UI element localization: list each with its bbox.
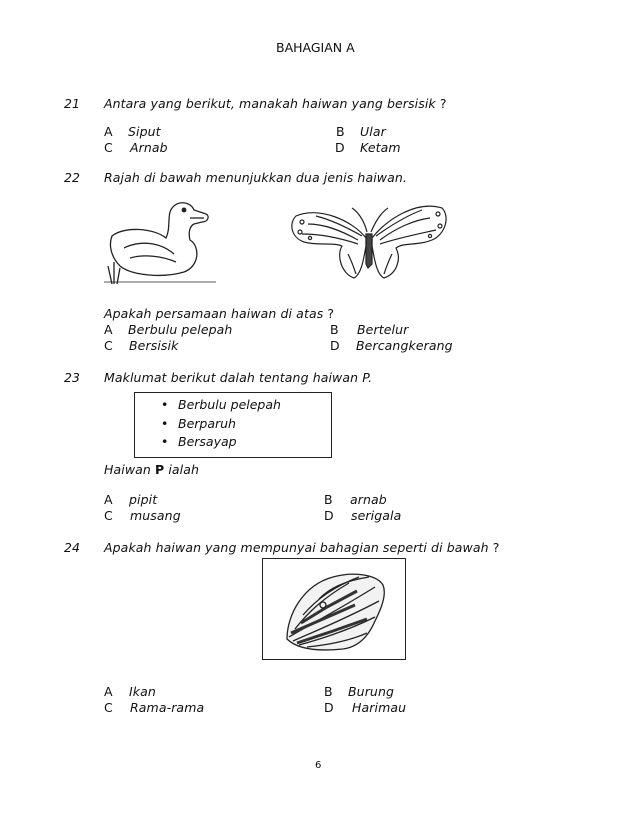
prompt-pre: Haiwan [104, 462, 156, 477]
q24-option-c-letter: C [104, 700, 113, 715]
q23-option-c-letter: C [104, 508, 113, 523]
butterfly-wing-illustration [263, 559, 405, 659]
q24-option-d: Harimau [352, 700, 407, 715]
butterfly-illustration [288, 194, 450, 288]
q23-option-d: serigala [351, 508, 402, 523]
question-24-text [104, 540, 499, 555]
wing-image-frame [262, 558, 406, 660]
page-title: BAHAGIAN A [276, 40, 355, 55]
q24-option-d-letter: D [324, 700, 334, 715]
question-number-21: 21 [64, 96, 80, 111]
question-22-substem: Apakah persamaan haiwan di atas [104, 306, 324, 321]
question-22-subquestion [104, 306, 334, 321]
bullet-item: • Berparuh [178, 416, 236, 431]
q24-option-a-letter: A [104, 684, 113, 699]
q24-option-c: Rama-rama [130, 700, 205, 715]
q21-option-d-letter: D [335, 140, 345, 155]
q24-option-b: Burung [348, 684, 395, 699]
q22-option-d: Bercangkerang [356, 338, 453, 353]
q21-option-c: Arnab [130, 140, 168, 155]
question-number-24: 24 [64, 540, 80, 555]
q23-option-b: arnab [350, 492, 387, 507]
question-23-text: Maklumat berikut dalah tentang haiwan P. [104, 370, 373, 385]
q21-option-b: Ular [360, 124, 386, 139]
q22-option-c: Bersisik [129, 338, 179, 353]
q21-option-d: Ketam [360, 140, 401, 155]
q22-option-a-letter: A [104, 322, 113, 337]
q23-option-d-letter: D [324, 508, 334, 523]
question-22-text: Rajah di bawah menunjukkan dua jenis haiwan. [104, 170, 407, 185]
duck-illustration [104, 196, 216, 288]
q21-option-b-letter: B [336, 124, 345, 139]
question-21-mark: ? [439, 96, 447, 111]
q23-option-a: pipit [129, 492, 158, 507]
page-number: 6 [315, 760, 322, 771]
prompt-post: ialah [164, 462, 200, 477]
question-number-22: 22 [64, 170, 80, 185]
q23-option-b-letter: B [324, 492, 333, 507]
question-23-prompt [104, 462, 199, 477]
q22-option-a: Berbulu pelepah [128, 322, 233, 337]
question-22-mark: ? [327, 306, 335, 321]
prompt-bold: P [155, 462, 165, 477]
q21-option-c-letter: C [104, 140, 113, 155]
bullet-item: • Bersayap [178, 434, 237, 449]
q22-option-c-letter: C [104, 338, 113, 353]
q24-option-a: Ikan [129, 684, 156, 699]
question-21-text [104, 96, 447, 111]
q23-option-a-letter: A [104, 492, 113, 507]
q21-option-a: Siput [128, 124, 161, 139]
q22-option-d-letter: D [330, 338, 340, 353]
bullet-item: • Berbulu pelepah [178, 397, 281, 412]
q22-option-b: Bertelur [357, 322, 409, 337]
question-24-stem: Apakah haiwan yang mempunyai bahagian seperti di bawah [104, 540, 489, 555]
q21-option-a-letter: A [104, 124, 113, 139]
q22-option-b-letter: B [330, 322, 339, 337]
question-number-23: 23 [64, 370, 80, 385]
question-21-stem: Antara yang berikut, manakah haiwan yang bersisik [104, 96, 436, 111]
q23-option-c: musang [130, 508, 181, 523]
q24-option-b-letter: B [324, 684, 333, 699]
question-24-mark: ? [492, 540, 500, 555]
